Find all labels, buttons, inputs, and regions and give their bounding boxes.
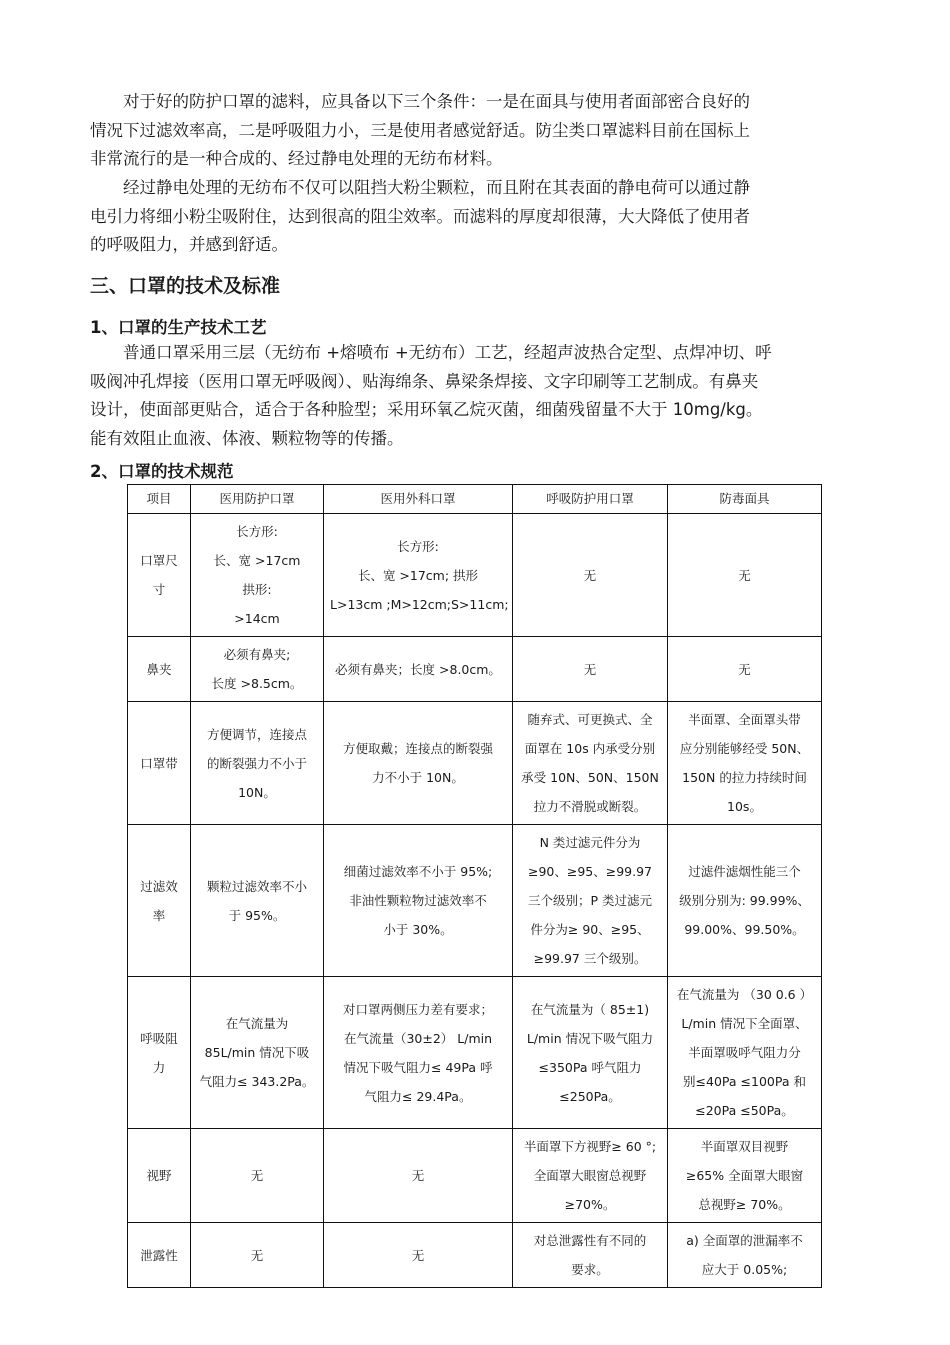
section-heading: 三、口罩的技术及标准	[90, 275, 281, 297]
text-line: 电引力将细小粉尘吸附住，达到很高的阻尘效率。而滤料的厚度却很薄，大大降低了使用者	[90, 206, 750, 226]
table-cell	[191, 514, 324, 637]
text-line: 吸阀冲孔焊接（医用口罩无呼吸阀）、贴海绵条、鼻梁条焊接、文字印刷等工艺制成。有鼻夹	[90, 371, 759, 391]
table-row	[128, 1223, 822, 1288]
cell-line: ≤20Pa ≤50Pa。	[695, 1103, 794, 1118]
cell-line: 150N 的拉力持续时间	[682, 770, 807, 785]
table-cell	[191, 1129, 324, 1223]
cell-line: 力不小于 10N。	[372, 770, 464, 785]
cell-line: 级别分别为: 99.99%、	[679, 893, 810, 908]
cell-line: >14cm	[234, 611, 280, 626]
table-cell	[191, 637, 324, 702]
row-label-cell	[128, 702, 191, 825]
cell-line: 长、宽 >17cm	[213, 553, 301, 568]
text-line: 能有效阻止血液、体液、颗粒物等的传播。	[90, 428, 404, 448]
cell-line: a) 全面罩的泄漏率不	[686, 1233, 803, 1248]
cell-line: 99.00%、99.50%。	[684, 922, 805, 937]
cell-line: 非油性颗粒物过滤效率不	[349, 893, 487, 908]
cell-line: 85L/min 情况下吸	[204, 1045, 310, 1060]
cell-line: 在气流量为（ 85±1)	[530, 1001, 650, 1017]
table-cell	[324, 514, 513, 637]
cell-line: 对总泄露性有不同的	[533, 1233, 647, 1248]
table-cell	[513, 702, 668, 825]
subsection-heading: 1、口罩的生产技术工艺	[90, 318, 267, 337]
cell-line: 的断裂强力不小于	[206, 755, 307, 771]
cell-line: 鼻夹	[146, 661, 172, 677]
table-cell	[191, 977, 324, 1129]
cell-line: 必须有鼻夹；长度 >8.0cm。	[335, 661, 501, 677]
cell-line: 方便调节，连接点	[206, 726, 307, 742]
table-cell	[191, 702, 324, 825]
cell-line: 半面罩双目视野	[700, 1139, 789, 1154]
cell-line: 无	[250, 1247, 264, 1263]
cell-line: 10s。	[727, 799, 762, 814]
cell-line: 气阻力≤ 29.4Pa。	[364, 1088, 472, 1104]
table-cell	[668, 977, 822, 1129]
header-cell: 防毒面具	[668, 485, 822, 514]
cell-line: 应分别能够经受 50N、	[679, 741, 810, 756]
table-cell	[513, 514, 668, 637]
cell-line: L/min 情况下吸气阻力	[526, 1030, 654, 1046]
table-cell	[191, 825, 324, 977]
row-label-cell	[128, 514, 191, 637]
text-line: 对于好的防护口罩的滤料，应具备以下三个条件：一是在面具与使用者面部密合良好的	[123, 92, 750, 111]
table-cell	[513, 637, 668, 702]
cell-line: ≥90、≥95、≥99.97	[527, 864, 653, 879]
cell-line: 半面罩、全面罩头带	[688, 712, 801, 727]
paragraph-production-process	[90, 339, 820, 453]
cell-line: 随弃式、可更换式、全	[527, 712, 653, 727]
cell-line: 三个级别；P 类过滤元	[527, 893, 652, 908]
cell-line: 无	[411, 1168, 425, 1183]
table-cell	[668, 514, 822, 637]
row-label-cell	[128, 1129, 191, 1223]
cell-line: 对口罩两侧压力差有要求；	[342, 1001, 493, 1017]
text-line: 经过静电处理的无纺布不仅可以阻挡大粉尘颗粒，而且附在其表面的静电荷可以通过静	[123, 178, 750, 197]
table-cell	[513, 977, 668, 1129]
cell-line: 无	[738, 661, 751, 677]
cell-line: L/min 情况下全面罩、	[681, 1016, 808, 1031]
table-cell	[668, 637, 822, 702]
cell-line: 无	[583, 661, 597, 677]
row-label-cell	[128, 977, 191, 1129]
cell-line: ≤250Pa。	[559, 1088, 621, 1104]
cell-line: ≥65% 全面罩大眼窗	[685, 1168, 804, 1183]
cell-line: 承受 10N、50N、150N	[521, 770, 659, 785]
cell-line: 无	[583, 567, 597, 583]
text-line: 普通口罩采用三层（无纺布 +熔喷布 +无纺布）工艺，经超声波热合定型、点焊冲切、呼	[123, 343, 772, 362]
table-cell	[324, 977, 513, 1129]
table-cell	[324, 1129, 513, 1223]
text-line: 的呼吸阻力，并感到舒适。	[90, 235, 288, 254]
cell-line: 长、宽 >17cm; 拱形	[357, 567, 479, 583]
table-header-row	[128, 485, 822, 514]
header-cell: 医用防护口罩	[191, 485, 324, 514]
text-line: 非常流行的是一种合成的、经过静电处理的无纺布材料。	[90, 149, 503, 168]
cell-line: 颗粒过滤效率不小	[206, 878, 307, 894]
spec-table	[127, 484, 822, 1288]
cell-line: 别≤40Pa ≤100Pa 和	[683, 1074, 806, 1089]
table-cell	[324, 702, 513, 825]
table-cell	[668, 1223, 822, 1288]
table-row	[128, 825, 822, 977]
text-line: 情况下过滤效率高，二是呼吸阻力小，三是使用者感觉舒适。防尘类口罩滤料目前在国标上	[90, 120, 750, 140]
cell-line: 情况下吸气阻力≤ 49Pa 呼	[343, 1059, 493, 1075]
table-row	[128, 702, 822, 825]
cell-line: 件分为≥ 90、≥95、	[530, 922, 650, 937]
table-row	[128, 977, 822, 1129]
cell-line: 半面罩吸呼气阻力分	[688, 1045, 801, 1060]
header-cell: 项目	[128, 485, 191, 514]
cell-line: 于 95%。	[228, 907, 286, 923]
cell-line: 过滤件滤烟性能三个	[688, 864, 801, 879]
header-cell: 医用外科口罩	[324, 485, 513, 514]
paragraph-filter-conditions	[90, 88, 820, 174]
cell-line: 口罩尺	[140, 553, 178, 568]
cell-line: 呼吸阻	[140, 1030, 178, 1046]
cell-line: 口罩带	[140, 755, 178, 771]
table-cell	[324, 637, 513, 702]
cell-line: 长度 >8.5cm。	[211, 676, 303, 691]
cell-line: ≥99.97 三个级别。	[533, 951, 647, 966]
cell-line: 无	[411, 1247, 425, 1263]
table-row	[128, 637, 822, 702]
cell-line: 寸	[152, 582, 166, 597]
cell-line: 半面罩下方视野≥ 60 °;	[523, 1139, 657, 1154]
row-label-cell	[128, 637, 191, 702]
cell-line: 总视野≥ 70%。	[698, 1197, 791, 1212]
subsection-heading: 2、口罩的技术规范	[90, 462, 234, 481]
cell-line: L>13cm ;M>12cm;S>11cm;	[330, 596, 509, 612]
text-line: 设计，使面部更贴合，适合于各种脸型；采用环氧乙烷灭菌，细菌残留量不大于 10mg/kg。	[90, 400, 763, 419]
cell-line: 长方形:	[236, 524, 278, 539]
cell-line: 要求。	[571, 1262, 609, 1277]
cell-line: 过滤效	[140, 878, 178, 894]
table-cell	[324, 825, 513, 977]
table-cell	[668, 825, 822, 977]
cell-line: 气阻力≤ 343.2Pa。	[199, 1074, 315, 1089]
table-cell	[513, 1129, 668, 1223]
cell-line: 面罩在 10s 内承受分别	[524, 741, 656, 756]
cell-line: 必须有鼻夹;	[223, 647, 291, 662]
table-row	[128, 514, 822, 637]
header-cell: 呼吸防护用口罩	[513, 485, 668, 514]
cell-line: ≤350Pa 呼气阻力	[538, 1059, 642, 1075]
cell-line: 力	[152, 1059, 166, 1075]
table-cell	[668, 702, 822, 825]
cell-line: 应大于 0.05%;	[701, 1262, 788, 1277]
cell-line: 10N。	[238, 784, 276, 800]
cell-line: 细菌过滤效率不小于 95%;	[343, 864, 493, 879]
cell-line: 方便取戴；连接点的断裂强	[342, 741, 493, 756]
cell-line: 小于 30%。	[383, 922, 453, 937]
table-row	[128, 1129, 822, 1223]
row-label-cell	[128, 1223, 191, 1288]
cell-line: 视野	[146, 1168, 172, 1183]
cell-line: 无	[738, 567, 751, 583]
cell-line: 无	[250, 1168, 264, 1183]
cell-line: 拉力不滑脱或断裂。	[533, 799, 647, 814]
table-cell	[513, 825, 668, 977]
cell-line: 在气流量（30±2） L/min	[343, 1030, 493, 1046]
paragraph-electrostatic	[90, 174, 820, 260]
cell-line: 长方形:	[397, 538, 439, 554]
cell-line: 泄露性	[140, 1247, 178, 1263]
cell-line: N 类过滤元件分为	[539, 835, 641, 850]
cell-line: 拱形:	[242, 582, 272, 597]
cell-line: ≥70%。	[564, 1197, 616, 1212]
cell-line: 在气流量为 （30 0.6 ）	[676, 987, 813, 1002]
cell-line: 率	[152, 907, 166, 923]
cell-line: 全面罩大眼窗总视野	[533, 1168, 647, 1183]
table-cell	[191, 1223, 324, 1288]
table-cell	[513, 1223, 668, 1288]
table-cell	[668, 1129, 822, 1223]
cell-line: 在气流量为	[225, 1016, 289, 1031]
row-label-cell	[128, 825, 191, 977]
table-cell	[324, 1223, 513, 1288]
